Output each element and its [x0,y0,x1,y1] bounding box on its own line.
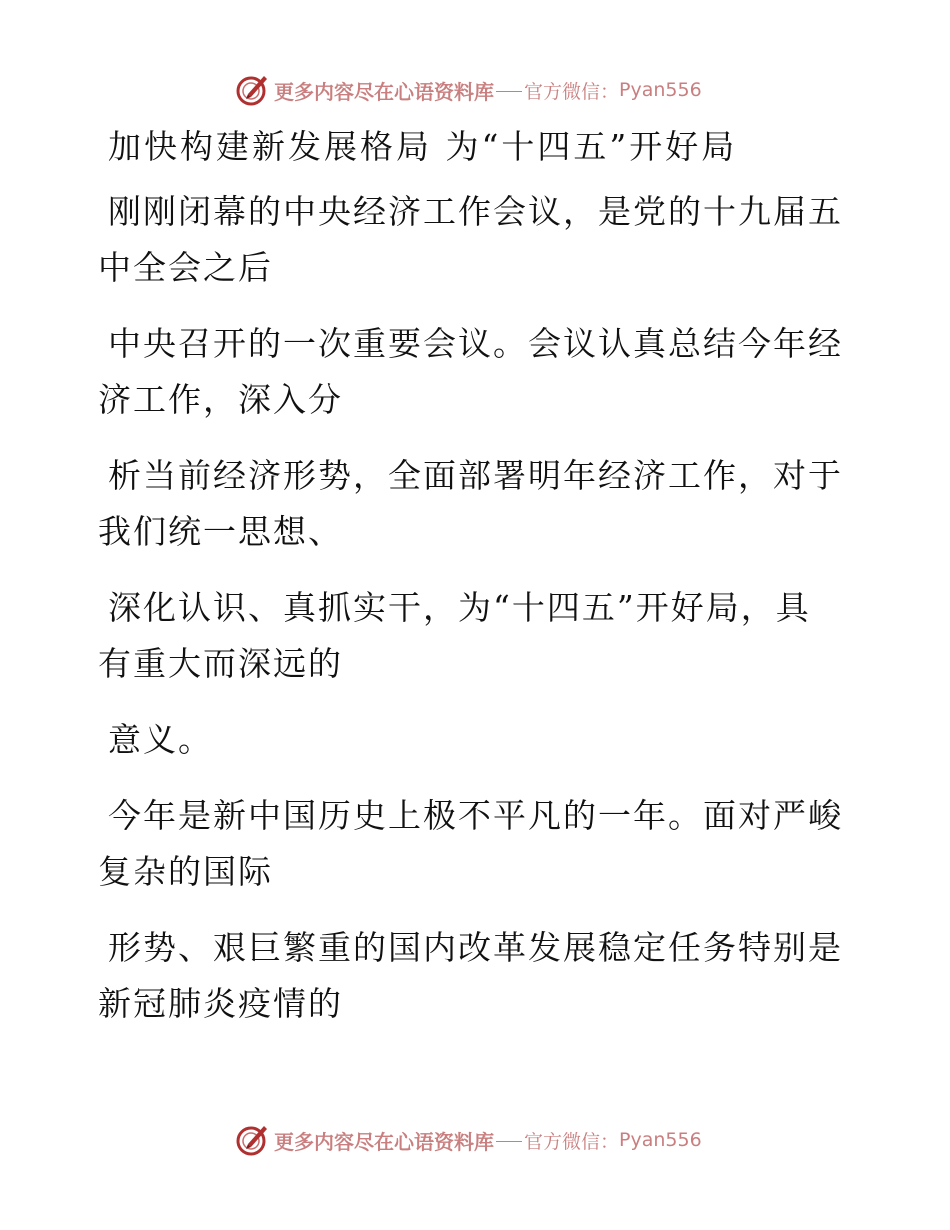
brand-text: 更多内容尽在心语资料库 [274,1129,494,1154]
paragraph [98,316,843,428]
paragraph-line: 新冠肺炎疫情的 [98,984,343,1023]
paragraph-line: 济工作，深入分 [98,380,343,419]
footer-watermark-banner [234,1122,702,1158]
paragraph-line: 今年是新中国历史上极不平凡的一年。面对严峻 [108,796,843,835]
pen-circle-logo-icon [234,1122,270,1158]
banner-dash [496,1141,522,1142]
paragraph-line: 深化认识、真抓实干，为“十四五”开好局，具 [108,588,811,627]
wechat-label: 官方微信： [524,1130,620,1153]
document-body [98,120,843,1052]
paragraph [98,184,843,296]
paragraph-line: 我们统一思想、 [98,512,343,551]
wechat-label: 官方微信： [524,80,620,103]
wechat-id: Pyan556 [619,79,702,101]
pen-circle-logo-icon [234,72,270,108]
brand-text: 更多内容尽在心语资料库 [274,79,494,104]
paragraph [98,788,843,900]
banner-dash [496,91,522,92]
paragraph-line: 刚刚闭幕的中央经济工作会议，是党的十九届五 [108,192,843,231]
paragraph [98,920,843,1032]
paragraph-line: 复杂的国际 [98,852,273,891]
wechat-id: Pyan556 [619,1129,702,1151]
paragraph [98,712,833,768]
paragraph-line: 形势、艰巨繁重的国内改革发展稳定任务特别是 [108,928,843,967]
paragraph-line: 析当前经济形势，全面部署明年经济工作，对于 [108,456,843,495]
paragraph-line: 中央召开的一次重要会议。会议认真总结今年经 [108,324,843,363]
paragraph-line: 中全会之后 [98,248,273,287]
document-title: 加快构建新发展格局 为“十四五”开好局 [108,127,738,166]
paragraph-line: 有重大而深远的 [98,644,343,683]
paragraph-line: 意义。 [108,720,213,759]
paragraph [98,580,833,692]
paragraph [98,448,843,560]
header-watermark-banner [234,72,702,108]
